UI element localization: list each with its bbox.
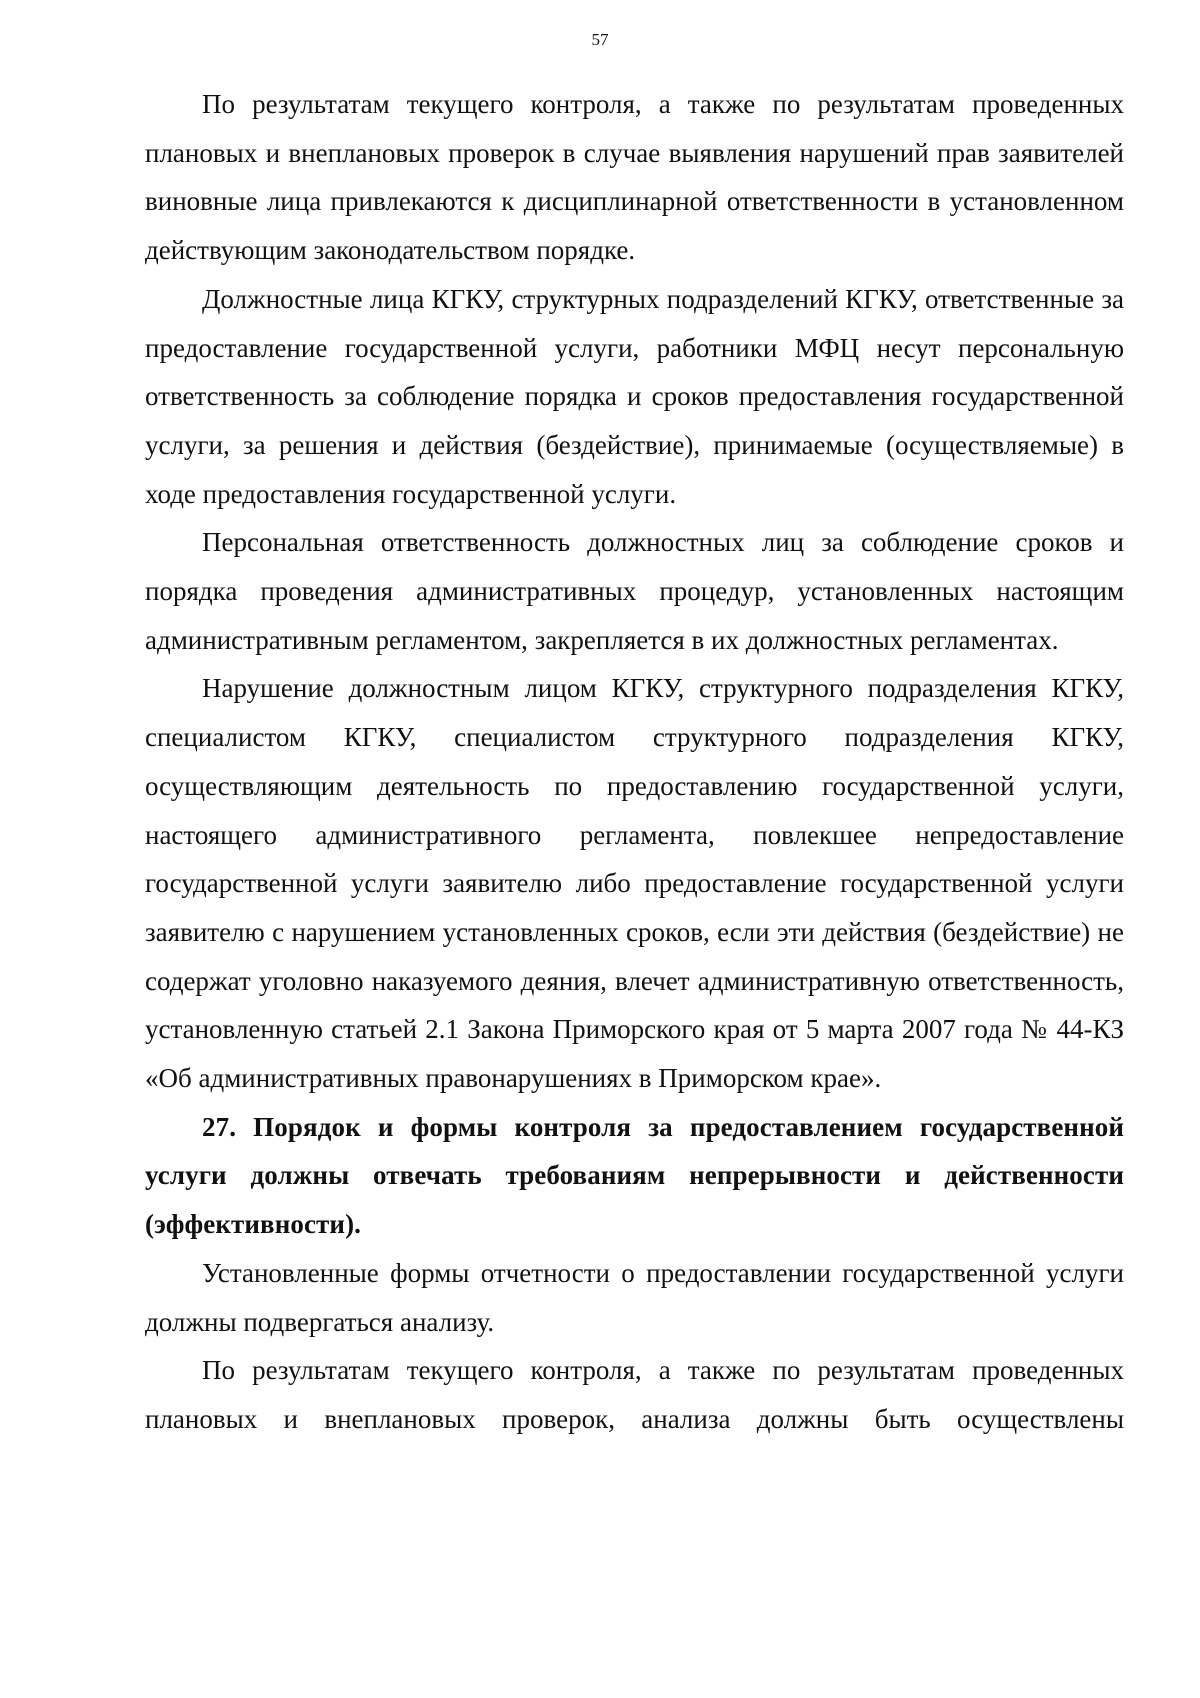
paragraph-responsibility-in-regulations: Персональная ответственность должностных лиц за соблюдение сроков и порядка проведения административных процедур, установленных настоящим административным регламентом, закрепляется в их должностных регламентах. [145, 527, 1124, 655]
paragraph-personal-responsibility: Должностные лица КГКУ, структурных подразделений КГКУ, ответственные за предоставление государственной услуги, работники МФЦ несут персональную ответственность за соблюдение порядка и сроков предоставления государственной услуги, за решения и действия (бездействие), принимаемые (осуществляемые) в ходе предоставления государственной услуги. [145, 283, 1124, 509]
paragraph-control-results: По результатам текущего контроля, а также по результатам проведенных плановых и внеплановых проверок, анализа должны быть осуществлены [145, 1355, 1124, 1434]
paragraph-administrative-liability: Нарушение должностным лицом КГКУ, структурного подразделения КГКУ, специалистом КГКУ, специалистом структурного подразделения КГКУ, осуществляющим деятельность по предоставлению государственной услуги, настоящего административного регламента, повлекшее непредоставление государственной услуги заявителю либо предоставление государственной услуги заявителю с нарушением установленных сроков, если эти действия (бездействие) не содержат уголовно наказуемого деяния, влечет административную ответственность, установленную статьей 2.1 Закона Приморского края от 5 марта 2007 года № 44-КЗ «Об административных правонарушениях в Приморском крае». [145, 673, 1124, 1094]
document-body [145, 80, 1124, 1444]
section-heading-27: 27. Порядок и формы контроля за предоставлением государственной услуги должны отвечать требованиям непрерывности и действенности (эффективности). [145, 1111, 1124, 1240]
paragraph-reporting-forms: Установленные формы отчетности о предоставлении государственной услуги должны подвергаться анализу. [145, 1257, 1124, 1337]
page-number: 57 [591, 30, 609, 49]
paragraph-disciplinary-liability: По результатам текущего контроля, а также по результатам проведенных плановых и внеплановых проверок в случае выявления нарушений прав заявителей виновные лица привлекаются к дисциплинарной ответственности в установленном действующим законодательством порядке. [145, 89, 1124, 266]
